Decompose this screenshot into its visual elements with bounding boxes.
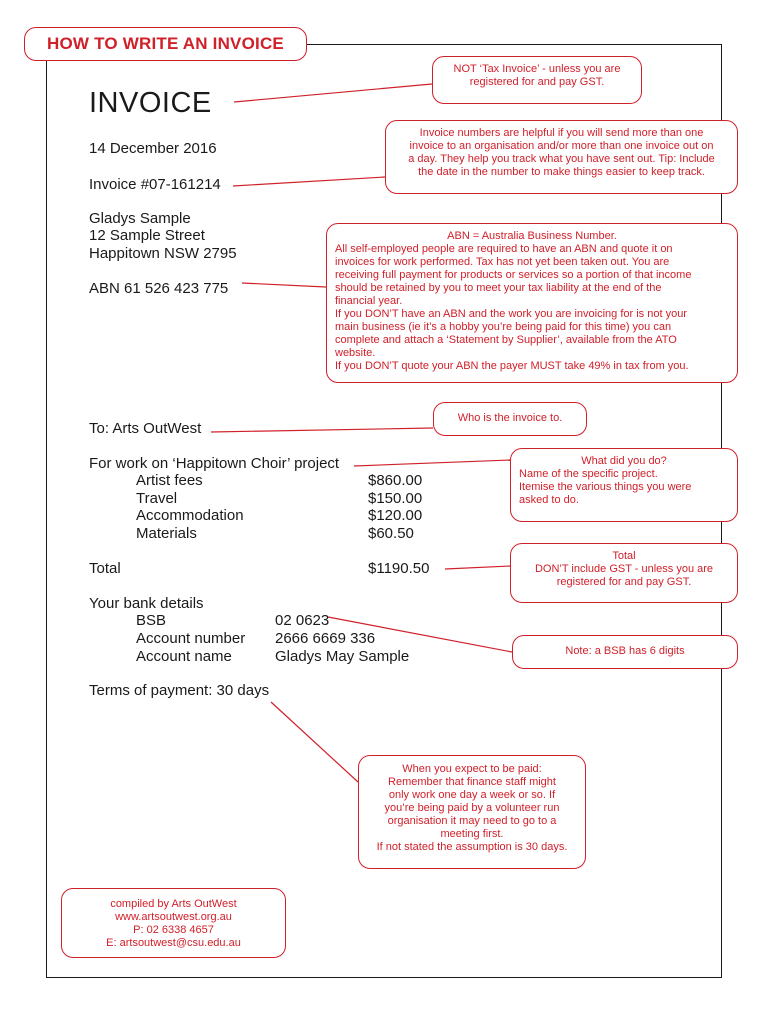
invoice-number: Invoice #07-161214	[89, 176, 221, 193]
invoice-date: 14 December 2016	[89, 140, 217, 157]
from-name: Gladys Sample	[89, 210, 191, 227]
connector-abn	[242, 283, 326, 287]
total-amount: $1190.50	[368, 560, 430, 577]
connector-invoice-number	[233, 177, 385, 186]
from-town: Happitown NSW 2795	[89, 245, 237, 262]
item-label: Artist fees	[136, 472, 203, 489]
abn-number: ABN 61 526 423 775	[89, 280, 229, 297]
footer-credit: compiled by Arts OutWest	[110, 898, 237, 910]
bank-value: Gladys May Sample	[275, 648, 410, 665]
note-invoice-number: Invoice numbers are helpful if you will send more than one invoice to an organisation and/or more than one invoice out on a day. They help you track what you have sent out. Tip: Include the date in the number to make things easier to keep track.	[385, 120, 738, 194]
item-amount: $60.50	[368, 525, 414, 542]
note-abn: ABN = Australia Business Number. All self-employed people are required to have an ABN and quote it on invoices for work performed. Tax has not yet been taken out. You are receiving full payment for products or services so a portion of that income should be retained by you to meet your tax liability at the end of the financial year. If you DON’T have an ABN and the work you are invoicing for is not your main business (ie it’s a hobby you’re being paid for this time) you can complete and attach a ‘Statement by Supplier’, available from the ATO website. If you DON’T quote your ABN the payer MUST take 49% in tax from you.	[326, 223, 738, 383]
invoice-heading: INVOICE	[89, 87, 212, 119]
connector-paid	[271, 702, 358, 782]
recipient: To: Arts OutWest	[89, 420, 202, 437]
page-title: HOW TO WRITE AN INVOICE	[24, 27, 307, 61]
item-amount: $860.00	[368, 472, 423, 489]
project-description: For work on ‘Happitown Choir’ project	[89, 455, 340, 472]
bank-label: Account name	[136, 648, 232, 665]
connector-tax-invoice	[234, 84, 432, 102]
item-label: Travel	[136, 490, 178, 507]
footer-contact	[61, 888, 286, 958]
note-tax-invoice: NOT ‘Tax Invoice’ - unless you are registered for and pay GST.	[432, 56, 642, 104]
item-label: Accommodation	[136, 507, 244, 524]
payment-terms: Terms of payment: 30 days	[89, 682, 270, 699]
note-who: Who is the invoice to.	[433, 402, 587, 436]
footer-email: E: artsoutwest@csu.edu.au	[106, 937, 241, 949]
item-amount: $120.00	[368, 507, 423, 524]
total-label: Total	[89, 560, 121, 577]
item-label: Materials	[136, 525, 197, 542]
footer-website: www.artsoutwest.org.au	[115, 911, 232, 923]
bank-value: 2666 6669 336	[275, 630, 376, 647]
footer-phone: P: 02 6338 4657	[133, 924, 214, 936]
note-total: Total DON’T include GST - unless you are registered for and pay GST.	[510, 543, 738, 603]
note-paid: When you expect to be paid: Remember that finance staff might only work one day a week or so. If you’re being paid by a volunteer run organisation it may need to go to a meeting first. If not stated the assumption is 30 days.	[358, 755, 586, 869]
from-street: 12 Sample Street	[89, 227, 205, 244]
bank-value: 02 0623	[275, 612, 330, 629]
note-bsb: Note: a BSB has 6 digits	[512, 635, 738, 669]
note-what: What did you do? Name of the specific project. Itemise the various things you were asked to do.	[510, 448, 738, 522]
connector-what	[354, 460, 510, 466]
bank-label: BSB	[136, 612, 167, 629]
bank-label: Account number	[136, 630, 246, 647]
bank-heading: Your bank details	[89, 595, 204, 612]
item-amount: $150.00	[368, 490, 423, 507]
connector-total	[445, 566, 510, 569]
connector-who	[211, 428, 433, 432]
